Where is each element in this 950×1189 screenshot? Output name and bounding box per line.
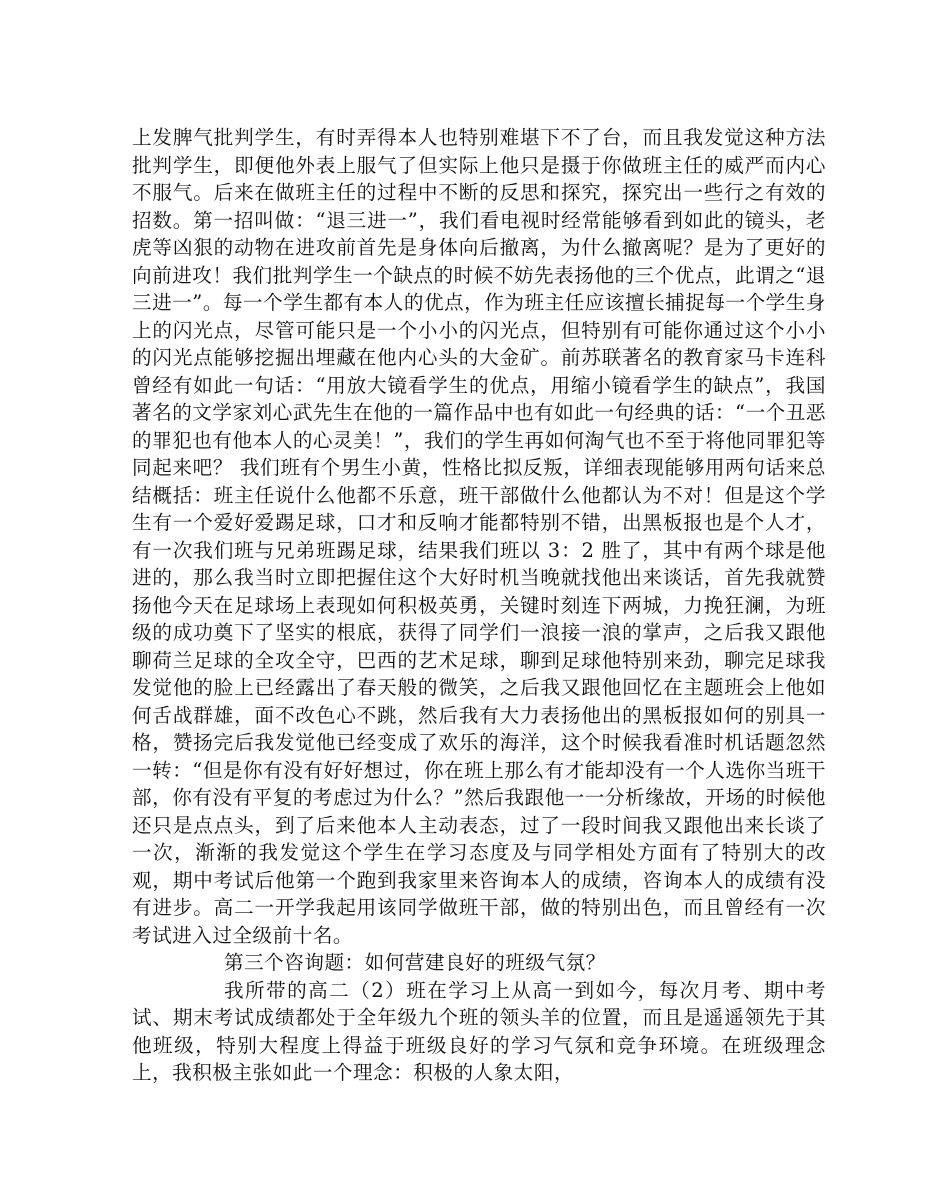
body-paragraph-1: 上发脾气批判学生，有时弄得本人也特别难堪下不了台，而且我发觉这种方法批判学生，即便他外表上服气了但实际上他只是摄于你做班主任的威严而内心不服气。后来在做班主任的过程中不断的反思和探究，探究出一些行之有效的招数。第一招叫做：“退三进一”，我们看电视时经常能够看到如此的镜头，老虎等凶狠的动物在进攻前首先是身体向后撤离，为什么撤离呢？是为了更好的向前进攻！我们批判学生一个缺点的时候不妨先表扬他的三个优点，此谓之“退三进一”。每一个学生都有本人的优点，作为班主任应该擅长捕捉每一个学生身上的闪光点，尽管可能只是一个小小的闪光点，但特别有可能你通过这个小小的闪光点能够挖掘出埋藏在他内心头的大金矿。前苏联著名的教育家马卡连科曾经有如此一句话：“用放大镜看学生的优点，用缩小镜看学生的缺点”，我国著名的文学家刘心武先生在他的一篇作品中也有如此一句经典的话：“一个丑恶的罪犯也有他本人的心灵美！”，我们的学生再如何淘气也不至于将他同罪犯等同起来吧？ 我们班有个男生小黄，性格比拟反叛，详细表现能够用两句话来总结概括：班主任说什么他都不乐意，班干部做什么他都认为不对！但是这个学生有一个爱好爱踢足球，口才和反响才能都特别不错，出黑板报也是个人才，有一次我们班与兄弟班踢足球，结果我们班以 3：2 胜了，其中有两个球是他进的，那么我当时立即把握住这个大好时机当晚就找他出来谈话，首先我就赞扬他今天在足球场上表现如何积极英勇，关键时刻连下两城，力挽狂澜，为班级的成功奠下了坚实的根底，获得了同学们一浪接一浪的掌声，之后我又跟他聊荷兰足球的全攻全守，巴西的艺术足球，聊到足球他特别来劲，聊完足球我发觉他的脸上已经露出了春天般的微笑，之后我又跟他回忆在主题班会上他如何舌战群雄，面不改色心不跳，然后我有大力表扬他出的黑板报如何的别具一格，赞扬完后我发觉他已经变成了欢乐的海洋，这个时候我看准时机话题忽然一转：“但是你有没有好好想过，你在班上那么有才能却没有一个人选你当班干部，你有没有平复的考虑过为什么？”然后我跟他一一分析缘故，开场的时候他还只是点点头，到了后来他本人主动表态，过了一段时间我又跟他出来长谈了一次，渐渐的我发觉这个学生在学习态度及与同学相处方面有了特别大的改观，期中考试后他第一个跑到我家里来咨询本人的成绩，咨询本人的成绩有没有进步。高二一开学我起用该同学做班干部，做的特别出色，而且曾经有一次考试进入过全级前十名。 [132,126,826,947]
body-paragraph-2: 我所带的高二（2）班在学习上从高一到如今，每次月考、期中考试、期末考试成绩都处于全年级九个班的领头羊的位置，而且是遥遥领先于其他班级，特别大程度上得益于班级良好的学习气氛和竞争环境。在班级理念上，我积极主张如此一个理念：积极的人象太阳， [132,978,826,1084]
document-body [132,124,826,1087]
section-heading: 第三个咨询题：如何营建良好的班级气氛？ [224,951,606,974]
